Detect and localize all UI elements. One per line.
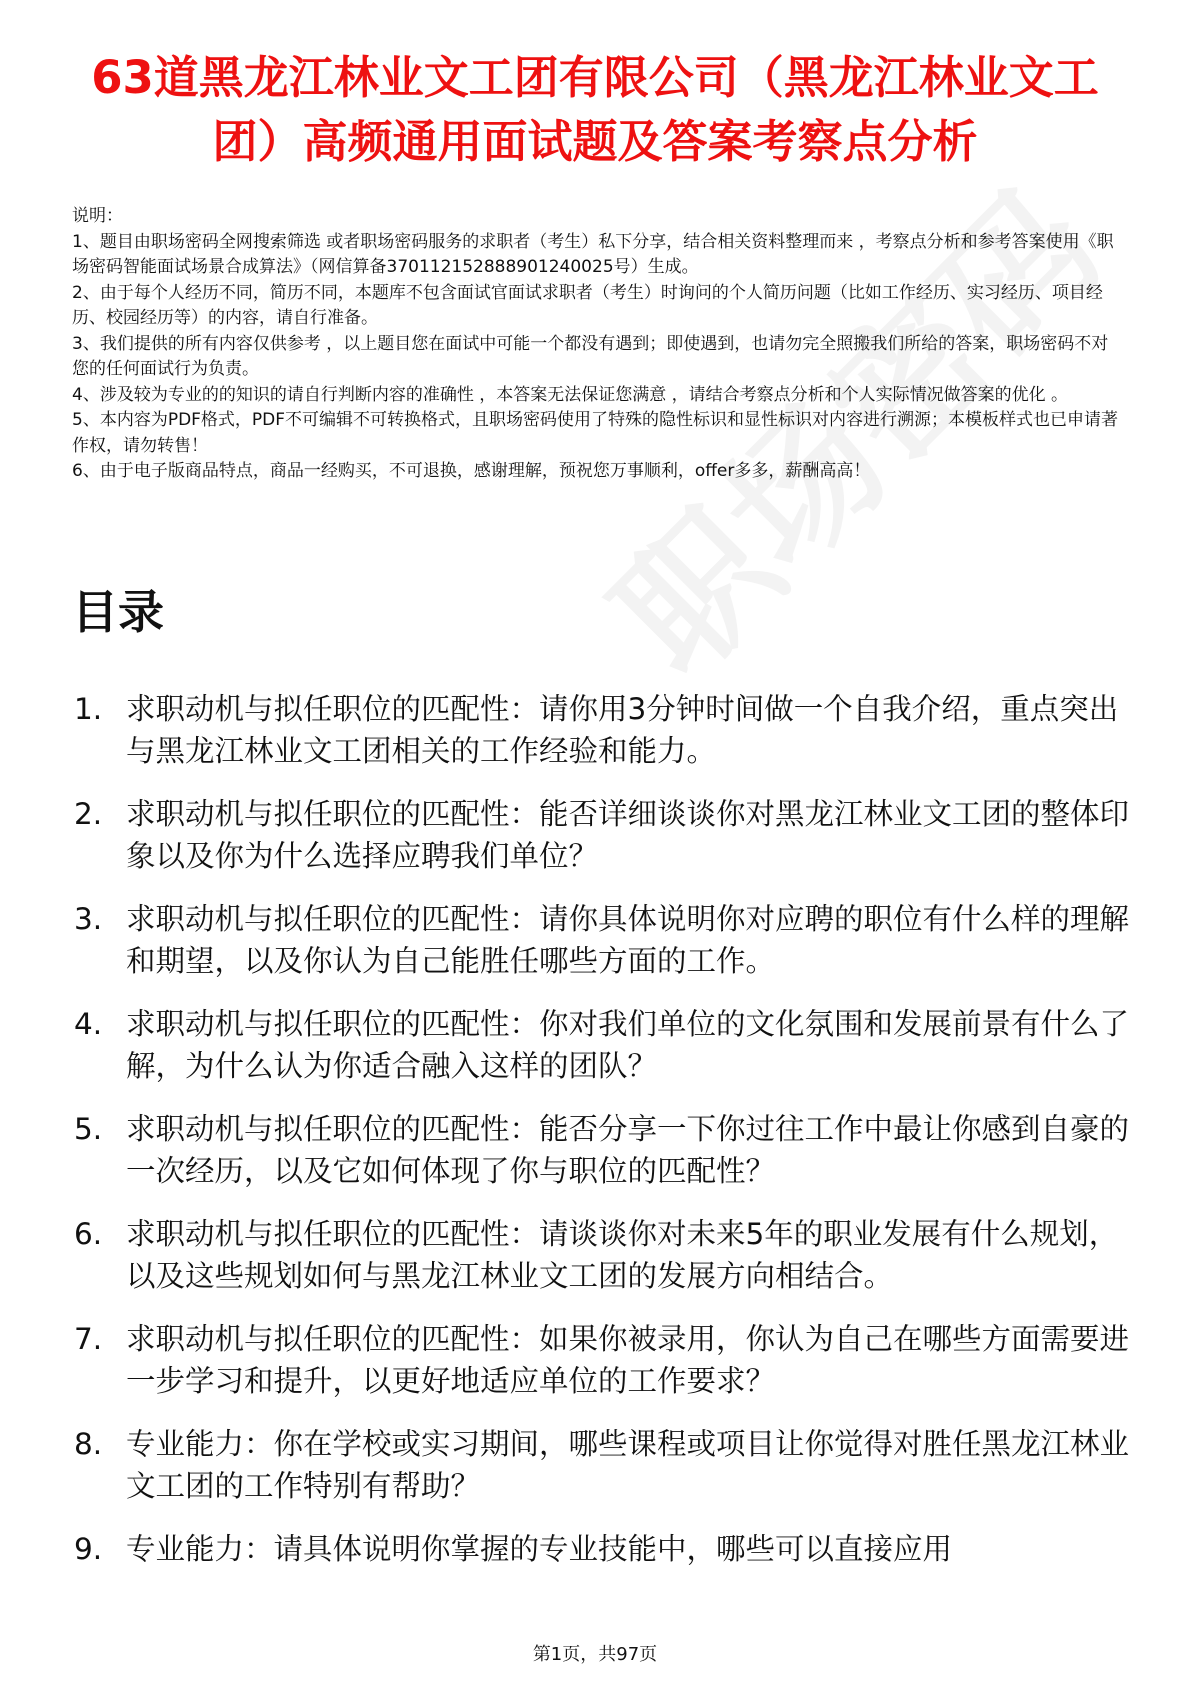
toc-item[interactable] (72, 1528, 1132, 1570)
toc-heading: 目录 (72, 585, 164, 639)
note-item: 6、由于电子版商品特点，商品一经购买，不可退换，感谢理解，预祝您万事顺利，offer多多，薪酬高高！ (72, 461, 871, 481)
document-title: 63道黑龙江林业文工团有限公司（黑龙江林业文工团）高频通用面试题及答案考察点分析 (91, 51, 1099, 168)
note-item: 1、题目由职场密码全网搜索筛选 或者职场密码服务的求职者（考生）私下分享，结合相关资料整理而来 ，考察点分析和参考答案使用《职场密码智能面试场景合成算法》（网信算备370112152888901240025号）生成。 (72, 231, 1114, 277)
notes-section (72, 204, 1120, 485)
toc-item[interactable] (72, 1213, 1132, 1297)
toc-item-number: 7. (74, 1322, 103, 1356)
toc-item-text: 求职动机与拟任职位的匹配性：如果你被录用，你认为自己在哪些方面需要进一步学习和提升，以更好地适应单位的工作要求？ (126, 1322, 1130, 1398)
toc-list (72, 688, 1132, 1591)
toc-item-number: 9. (74, 1532, 103, 1566)
note-item: 5、本内容为PDF格式，PDF不可编辑不可转换格式，且职场密码使用了特殊的隐性标识和显性标识对内容进行溯源；本模板样式也已申请著作权，请勿转售！ (72, 410, 1119, 456)
toc-item[interactable] (72, 1318, 1132, 1402)
toc-item-number: 4. (74, 1007, 103, 1041)
toc-item-number: 1. (74, 692, 103, 726)
toc-item-text: 求职动机与拟任职位的匹配性：能否详细谈谈你对黑龙江林业文工团的整体印象以及你为什么选择应聘我们单位？ (126, 797, 1130, 873)
toc-item-number: 2. (74, 797, 103, 831)
toc-item-text: 求职动机与拟任职位的匹配性：请你用3分钟时间做一个自我介绍，重点突出与黑龙江林业文工团相关的工作经验和能力。 (126, 692, 1119, 768)
toc-item[interactable] (72, 688, 1132, 772)
toc-item[interactable] (72, 898, 1132, 982)
toc-item[interactable] (72, 793, 1132, 877)
toc-item-number: 8. (74, 1427, 103, 1461)
note-item: 4、涉及较为专业的的知识的请自行判断内容的准确性 ，本答案无法保证您满意 ，请结合考察点分析和个人实际情况做答案的优化 。 (72, 384, 1069, 405)
toc-item-number: 5. (74, 1112, 103, 1146)
toc-item[interactable] (72, 1423, 1132, 1507)
toc-item-text: 专业能力：你在学校或实习期间，哪些课程或项目让你觉得对胜任黑龙江林业文工团的工作特别有帮助？ (126, 1427, 1130, 1503)
toc-item-text: 求职动机与拟任职位的匹配性：请谈谈你对未来5年的职业发展有什么规划，以及这些规划如何与黑龙江林业文工团的发展方向相结合。 (126, 1217, 1119, 1293)
toc-item-number: 6. (74, 1217, 103, 1251)
toc-item-text: 专业能力：请具体说明你掌握的专业技能中，哪些可以直接应用 (126, 1532, 953, 1566)
toc-item-text: 求职动机与拟任职位的匹配性：你对我们单位的文化氛围和发展前景有什么了解，为什么认为你适合融入这样的团队？ (126, 1007, 1130, 1083)
toc-item[interactable] (72, 1003, 1132, 1087)
page-footer: 第1页，共97页 (532, 1644, 658, 1665)
note-item: 2、由于每个人经历不同，简历不同，本题库不包含面试官面试求职者（考生）时询问的个人简历问题（比如工作经历、实习经历、项目经历、校园经历等）的内容，请自行准备。 (72, 282, 1103, 328)
toc-item-text: 求职动机与拟任职位的匹配性：能否分享一下你过往工作中最让你感到自豪的一次经历，以及它如何体现了你与职位的匹配性？ (126, 1112, 1130, 1188)
toc-item-text: 求职动机与拟任职位的匹配性：请你具体说明你对应聘的职位有什么样的理解和期望，以及你认为自己能胜任哪些方面的工作。 (126, 902, 1130, 978)
notes-heading: 说明： (72, 206, 123, 226)
toc-item[interactable] (72, 1108, 1132, 1192)
note-item: 3、我们提供的所有内容仅供参考 ，以上题目您在面试中可能一个都没有遇到；即使遇到，也请勿完全照搬我们所给的答案，职场密码不对您的任何面试行为负责。 (72, 333, 1109, 379)
toc-item-number: 3. (74, 902, 103, 936)
